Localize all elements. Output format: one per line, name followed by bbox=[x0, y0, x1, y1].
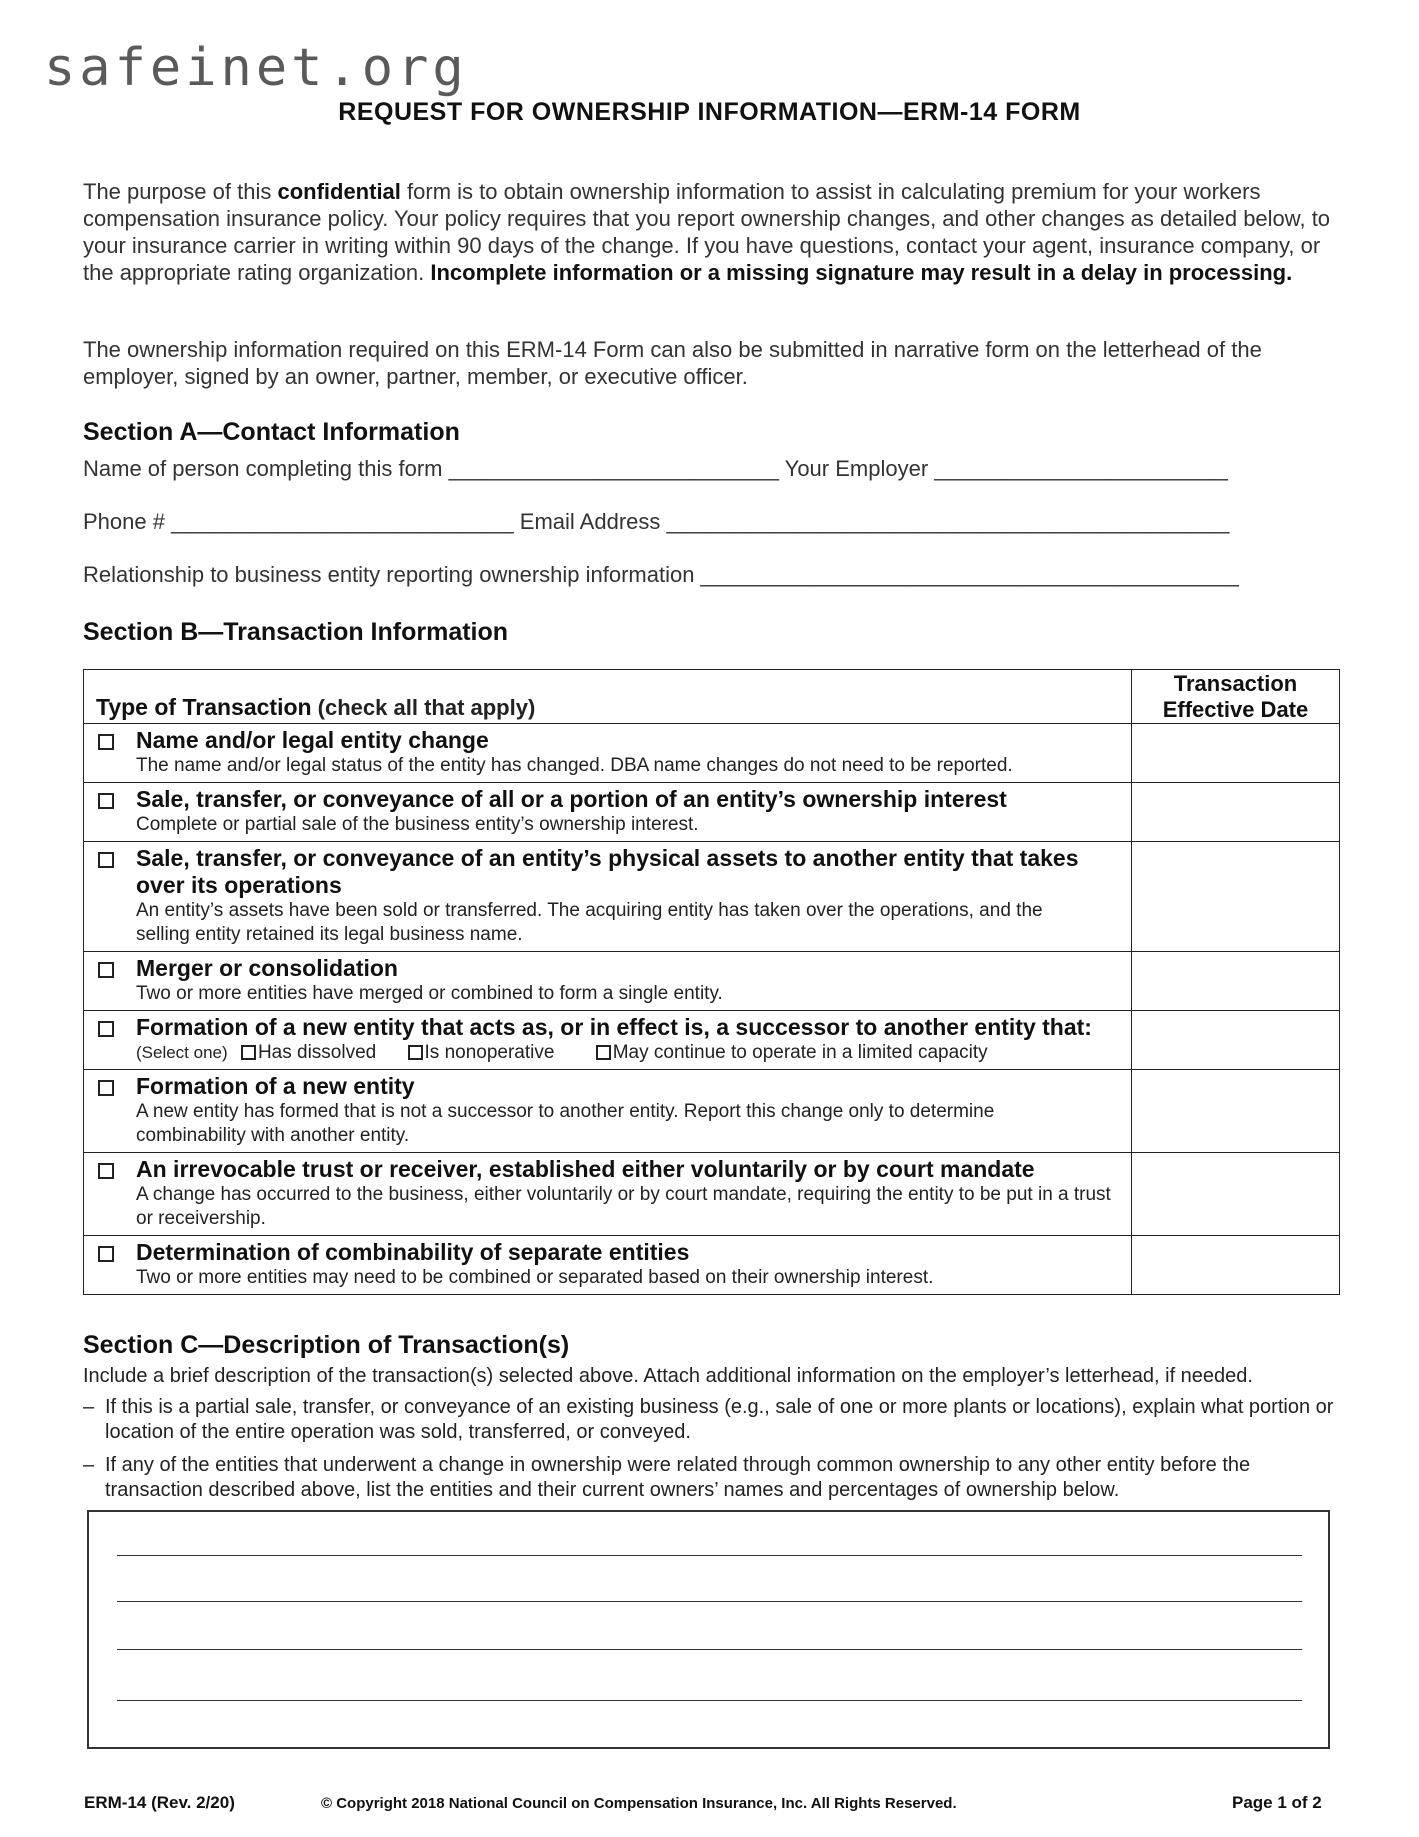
row-title: An irrevocable trust or receiver, established either voluntarily or by court mandate bbox=[136, 1156, 1035, 1182]
checkbox[interactable] bbox=[98, 962, 114, 978]
effective-date-cell[interactable] bbox=[1132, 1070, 1340, 1153]
option-label: May continue to operate in a limited capacity bbox=[612, 1042, 988, 1063]
checkbox[interactable] bbox=[98, 734, 114, 750]
effective-date-header: Transaction Effective Date bbox=[1132, 670, 1340, 724]
type-of-transaction-header: Type of Transaction (check all that apply) bbox=[84, 670, 1132, 724]
checkbox[interactable] bbox=[98, 852, 114, 868]
successor-options bbox=[136, 1041, 1121, 1065]
page-title: REQUEST FOR OWNERSHIP INFORMATION—ERM-14 FORM bbox=[338, 98, 1081, 126]
checkbox[interactable] bbox=[98, 1246, 114, 1262]
effective-date-cell[interactable] bbox=[1132, 1236, 1340, 1295]
bullet-dash: – bbox=[83, 1454, 95, 1476]
option-checkbox[interactable] bbox=[596, 1045, 611, 1060]
bullet-dash: – bbox=[83, 1396, 95, 1418]
bullet-text: If this is a partial sale, transfer, or conveyance of an existing business (e.g., sale of one or more plants or locations), explain what portion or location of the entire operation was sold, transferred, or conveyed. bbox=[105, 1396, 1334, 1443]
list-item bbox=[83, 1395, 1340, 1445]
row-description: A new entity has formed that is not a successor to another entity. Report this change only to determine combinability with another entity. bbox=[136, 1101, 995, 1146]
row-title: Merger or consolidation bbox=[136, 955, 398, 981]
phone-email-field[interactable]: Phone # ____________________________ Email Address ______________________________________________ bbox=[83, 509, 1230, 534]
table-row bbox=[84, 783, 1340, 842]
checkbox[interactable] bbox=[98, 1021, 114, 1037]
row-description: Two or more entities may need to be combined or separated based on their ownership interest. bbox=[136, 1267, 934, 1288]
row-title: Formation of a new entity bbox=[136, 1073, 415, 1099]
row-description: Complete or partial sale of the business entity’s ownership interest. bbox=[136, 814, 699, 835]
option-checkbox[interactable] bbox=[241, 1045, 256, 1060]
section-b-heading: Section B—Transaction Information bbox=[83, 618, 509, 646]
effective-date-cell[interactable] bbox=[1132, 842, 1340, 952]
checkbox[interactable] bbox=[98, 793, 114, 809]
effective-date-cell[interactable] bbox=[1132, 724, 1340, 783]
select-one-label: (Select one) bbox=[136, 1043, 228, 1062]
row-title: Name and/or legal entity change bbox=[136, 727, 489, 753]
writing-line bbox=[117, 1555, 1302, 1556]
row-title: Determination of combinability of separate entities bbox=[136, 1239, 690, 1265]
bullet-text: If any of the entities that underwent a change in ownership were related through common ownership to any other entity before the transaction described above, list the entities and their current owners’ names and percentages of ownership below. bbox=[105, 1454, 1251, 1501]
row-title: Sale, transfer, or conveyance of an entity’s physical assets to another entity that takes over its operations bbox=[136, 845, 1079, 898]
relationship-field[interactable]: Relationship to business entity reporting ownership information ____________________________________________ bbox=[83, 562, 1239, 587]
section-c-body bbox=[83, 1364, 1340, 1503]
narrative-note: The ownership information required on this ERM-14 Form can also be submitted in narrative form on the letterhead of the employer, signed by an owner, partner, member, or executive officer. bbox=[83, 337, 1262, 389]
writing-line bbox=[117, 1700, 1302, 1701]
row-description: An entity’s assets have been sold or transferred. The acquiring entity has taken over the operations, and the selling entity retained its legal business name. bbox=[136, 900, 1043, 945]
copyright: © Copyright 2018 National Council on Compensation Insurance, Inc. All Rights Reserved. bbox=[321, 1795, 957, 1812]
option-label: Is nonoperative bbox=[424, 1042, 555, 1063]
checkbox[interactable] bbox=[98, 1080, 114, 1096]
checkbox[interactable] bbox=[98, 1163, 114, 1179]
table-row bbox=[84, 1236, 1340, 1295]
row-description: The name and/or legal status of the entity has changed. DBA name changes do not need to be reported. bbox=[136, 755, 1013, 776]
form-id: ERM-14 (Rev. 2/20) bbox=[84, 1793, 235, 1812]
option-label: Has dissolved bbox=[257, 1042, 377, 1063]
table-row bbox=[84, 842, 1340, 952]
watermark: safeinet.org bbox=[44, 38, 468, 98]
effective-date-cell[interactable] bbox=[1132, 952, 1340, 1011]
table-row bbox=[84, 724, 1340, 783]
row-description: Two or more entities have merged or combined to form a single entity. bbox=[136, 983, 723, 1004]
section-c-intro: Include a brief description of the transaction(s) selected above. Attach additional information on the employer’s letterhead, if needed. bbox=[83, 1365, 1253, 1387]
section-a-heading: Section A—Contact Information bbox=[83, 418, 460, 446]
table-row bbox=[84, 1011, 1340, 1070]
transaction-table bbox=[83, 669, 1340, 1295]
table-row bbox=[84, 1070, 1340, 1153]
contact-name-employer-field[interactable]: Name of person completing this form ___________________________ Your Employer ________________________ bbox=[83, 456, 1228, 481]
page-number: Page 1 of 2 bbox=[1232, 1793, 1322, 1812]
writing-line bbox=[117, 1601, 1302, 1602]
effective-date-cell[interactable] bbox=[1132, 1011, 1340, 1070]
row-title: Sale, transfer, or conveyance of all or a portion of an entity’s ownership interest bbox=[136, 786, 1007, 812]
description-box[interactable] bbox=[87, 1510, 1330, 1749]
table-row bbox=[84, 1153, 1340, 1236]
table-row bbox=[84, 952, 1340, 1011]
row-description: A change has occurred to the business, either voluntarily or by court mandate, requiring the entity to be put in a trust or receivership. bbox=[136, 1184, 1111, 1229]
effective-date-cell[interactable] bbox=[1132, 1153, 1340, 1236]
section-c-heading: Section C—Description of Transaction(s) bbox=[83, 1331, 570, 1359]
row-title: Formation of a new entity that acts as, or in effect is, a successor to another entity that: bbox=[136, 1014, 1092, 1040]
intro-paragraph: The purpose of this confidential form is to obtain ownership information to assist in calculating premium for your workers compensation insurance policy. Your policy requires that you report ownership changes, and other changes as detailed below, to your insurance carrier in writing within 90 days of the change. If you have questions, contact your agent, insurance company, or the appropriate rating organization. Incomplete information or a missing signature may result in a delay in processing. bbox=[83, 179, 1331, 285]
writing-line bbox=[117, 1649, 1302, 1650]
effective-date-cell[interactable] bbox=[1132, 783, 1340, 842]
list-item bbox=[83, 1453, 1340, 1503]
option-checkbox[interactable] bbox=[408, 1045, 423, 1060]
